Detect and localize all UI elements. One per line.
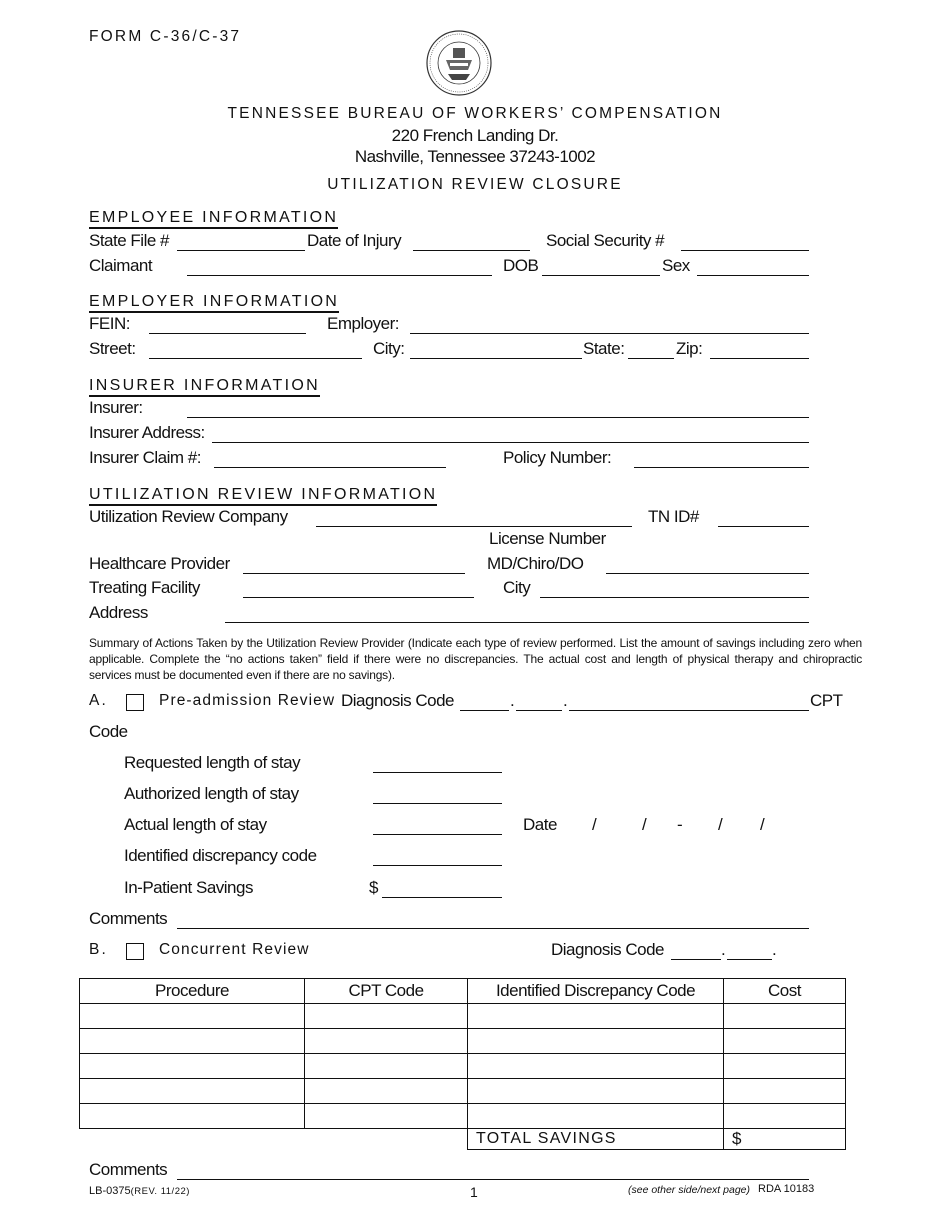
- cpt-label: CPT: [810, 691, 843, 710]
- discrepancy-code-label: Identified discrepancy code: [124, 846, 317, 865]
- sex-field[interactable]: [697, 275, 809, 276]
- actual-length-label: Actual length of stay: [124, 815, 267, 834]
- claimant-field[interactable]: [187, 275, 492, 276]
- table-row: [80, 1079, 846, 1104]
- column-header-procedure: Procedure: [80, 979, 305, 1004]
- code-label: Code: [89, 722, 128, 741]
- treating-facility-label: Treating Facility: [89, 578, 200, 597]
- table-cell[interactable]: [468, 1079, 724, 1104]
- date-of-injury-label: Date of Injury: [307, 231, 402, 250]
- section-b-letter: B.: [89, 941, 109, 958]
- insurer-claim-field[interactable]: [214, 467, 446, 468]
- table-cell[interactable]: [80, 1054, 305, 1079]
- insurer-label: Insurer:: [89, 398, 143, 417]
- column-header-cpt-code: CPT Code: [305, 979, 468, 1004]
- diagnosis-dot-1: .: [510, 691, 515, 710]
- dob-label: DOB: [503, 256, 539, 275]
- ssn-field[interactable]: [681, 250, 809, 251]
- table-cell[interactable]: [80, 1079, 305, 1104]
- table-cell[interactable]: [724, 1104, 846, 1129]
- table-cell[interactable]: [724, 1029, 846, 1054]
- agency-address-line2: Nashville, Tennessee 37243-1002: [354, 147, 596, 166]
- date-sep: /: [592, 815, 597, 834]
- table-row: [80, 1104, 846, 1129]
- form-number: FORM C-36/C-37: [89, 28, 242, 45]
- employer-field[interactable]: [410, 333, 809, 334]
- date-sep: -: [677, 815, 683, 834]
- state-seal-icon: [426, 30, 492, 96]
- tn-id-field[interactable]: [718, 526, 809, 527]
- table-cell[interactable]: [468, 1004, 724, 1029]
- facility-city-field[interactable]: [540, 597, 809, 598]
- treating-facility-field[interactable]: [243, 597, 474, 598]
- facility-city-label: City: [503, 578, 531, 597]
- facility-address-label: Address: [89, 603, 148, 622]
- in-patient-savings-label: In-Patient Savings: [124, 878, 253, 897]
- state-field[interactable]: [628, 358, 674, 359]
- column-header-cost: Cost: [724, 979, 846, 1004]
- concurrent-review-checkbox[interactable]: [126, 943, 144, 960]
- actual-length-field[interactable]: [373, 834, 502, 835]
- table-cell[interactable]: [468, 1104, 724, 1129]
- ssn-label: Social Security #: [546, 231, 665, 250]
- ur-company-field[interactable]: [316, 526, 632, 527]
- total-savings-label: TOTAL SAVINGS: [468, 1129, 724, 1150]
- street-label: Street:: [89, 339, 136, 358]
- city-field[interactable]: [410, 358, 582, 359]
- diagnosis-code-b-part1[interactable]: [671, 959, 721, 960]
- zip-field[interactable]: [710, 358, 809, 359]
- tn-id-label: TN ID#: [648, 507, 699, 526]
- employee-section-heading: EMPLOYEE INFORMATION: [89, 208, 338, 229]
- pre-admission-checkbox[interactable]: [126, 694, 144, 711]
- employer-label: Employer:: [327, 314, 400, 333]
- table-row: [80, 1004, 846, 1029]
- policy-number-label: Policy Number:: [503, 448, 612, 467]
- fein-field[interactable]: [149, 333, 306, 334]
- comments-b-label: Comments: [89, 1160, 168, 1179]
- diagnosis-dot-2: .: [563, 691, 568, 710]
- comments-a-field[interactable]: [177, 928, 809, 929]
- comments-b-field[interactable]: [177, 1179, 809, 1180]
- sex-label: Sex: [662, 256, 690, 275]
- total-dollar-sign: $: [732, 1129, 741, 1148]
- table-cell[interactable]: [305, 1004, 468, 1029]
- footer-revision: (REV. 11/22): [130, 1186, 190, 1197]
- table-cell[interactable]: [724, 1079, 846, 1104]
- date-of-injury-field[interactable]: [413, 250, 530, 251]
- license-number-field[interactable]: [606, 573, 809, 574]
- date-label: Date: [523, 815, 557, 834]
- diagnosis-code-part2[interactable]: [516, 710, 562, 711]
- state-label: State:: [583, 339, 625, 358]
- employer-section-heading: EMPLOYER INFORMATION: [89, 292, 339, 313]
- agency-name: TENNESSEE BUREAU OF WORKERS’ COMPENSATION: [227, 105, 723, 122]
- concurrent-review-label: Concurrent Review: [159, 941, 310, 958]
- column-header-discrepancy-code: Identified Discrepancy Code: [468, 979, 724, 1004]
- total-savings-field[interactable]: [724, 1129, 846, 1150]
- table-cell[interactable]: [305, 1029, 468, 1054]
- footer-rda: RDA 10183: [758, 1183, 815, 1195]
- comments-a-label: Comments: [89, 909, 168, 928]
- street-field[interactable]: [149, 358, 362, 359]
- diagnosis-code-part3[interactable]: [569, 710, 809, 711]
- footer-note: (see other side/next page): [628, 1184, 750, 1196]
- diagnosis-b-dot-2: .: [772, 940, 777, 959]
- dob-field[interactable]: [542, 275, 660, 276]
- procedure-table: [79, 978, 846, 1150]
- insurer-section-heading: INSURER INFORMATION: [89, 376, 320, 397]
- section-a-letter: A.: [89, 692, 109, 709]
- agency-address-line1: 220 French Landing Dr.: [391, 126, 559, 145]
- table-cell[interactable]: [468, 1029, 724, 1054]
- ur-section-heading: UTILIZATION REVIEW INFORMATION: [89, 485, 437, 506]
- footer-form-code: LB-0375(REV. 11/22): [89, 1185, 190, 1197]
- diagnosis-code-b-part2[interactable]: [727, 959, 772, 960]
- summary-instructions: Summary of Actions Taken by the Utilization Review Provider (Indicate each type of review performed. List the amount of savings including zero when applicable. Complete the “no actions taken” field if there were no discrepancies. The actual cost and length of physical therapy and chiropractic services must be documented even if there are no savings).: [89, 636, 862, 682]
- date-sep: /: [760, 815, 765, 834]
- table-cell[interactable]: [724, 1004, 846, 1029]
- table-cell[interactable]: [468, 1054, 724, 1079]
- table-cell[interactable]: [80, 1004, 305, 1029]
- table-row: [80, 1029, 846, 1054]
- table-cell[interactable]: [305, 1104, 468, 1129]
- insurer-claim-label: Insurer Claim #:: [89, 448, 201, 467]
- page-number: 1: [470, 1184, 478, 1200]
- policy-number-field[interactable]: [634, 467, 809, 468]
- diagnosis-code-label: Diagnosis Code: [341, 691, 455, 710]
- ur-company-label: Utilization Review Company: [89, 507, 288, 526]
- insurer-address-field[interactable]: [212, 442, 809, 443]
- form-title: UTILIZATION REVIEW CLOSURE: [327, 176, 623, 193]
- state-file-field[interactable]: [177, 250, 305, 251]
- discrepancy-code-field[interactable]: [373, 865, 502, 866]
- table-cell[interactable]: [305, 1079, 468, 1104]
- insurer-field[interactable]: [187, 417, 809, 418]
- savings-dollar-sign: $: [369, 878, 378, 897]
- total-savings-row: [80, 1129, 846, 1150]
- pre-admission-label: Pre-admission Review: [159, 692, 336, 709]
- md-chiro-do-label: MD/Chiro/DO: [487, 554, 584, 573]
- requested-length-field[interactable]: [373, 772, 502, 773]
- zip-label: Zip:: [676, 339, 703, 358]
- facility-address-field[interactable]: [225, 622, 809, 623]
- table-cell[interactable]: [80, 1104, 305, 1129]
- state-file-label: State File #: [89, 231, 169, 250]
- authorized-length-label: Authorized length of stay: [124, 784, 299, 803]
- healthcare-provider-label: Healthcare Provider: [89, 554, 230, 573]
- table-row: [80, 1054, 846, 1079]
- date-sep: /: [642, 815, 647, 834]
- table-cell[interactable]: [305, 1054, 468, 1079]
- license-number-label: License Number: [489, 529, 606, 548]
- table-cell[interactable]: [724, 1054, 846, 1079]
- diagnosis-code-b-label: Diagnosis Code: [551, 940, 665, 959]
- healthcare-provider-field[interactable]: [243, 573, 465, 574]
- city-label: City:: [373, 339, 405, 358]
- date-sep: /: [718, 815, 723, 834]
- insurer-address-label: Insurer Address:: [89, 423, 205, 442]
- requested-length-label: Requested length of stay: [124, 753, 301, 772]
- diagnosis-code-part1[interactable]: [460, 710, 509, 711]
- authorized-length-field[interactable]: [373, 803, 502, 804]
- fein-label: FEIN:: [89, 314, 130, 333]
- in-patient-savings-field[interactable]: [382, 897, 502, 898]
- diagnosis-b-dot-1: .: [721, 940, 726, 959]
- table-header-row: [80, 979, 846, 1004]
- table-cell[interactable]: [80, 1029, 305, 1054]
- claimant-label: Claimant: [89, 256, 153, 275]
